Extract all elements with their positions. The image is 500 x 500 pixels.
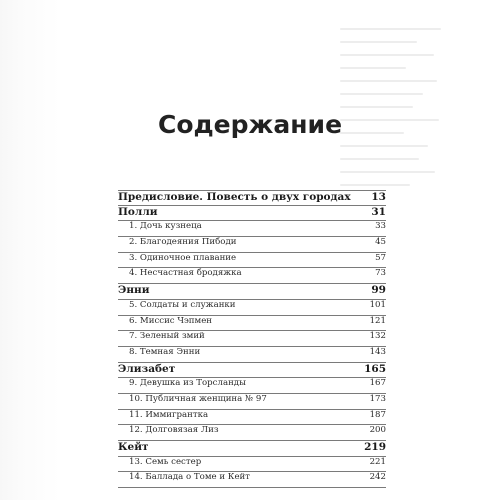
toc-page-number: 33 (375, 221, 386, 232)
toc-row (118, 410, 386, 426)
toc-page-number: 187 (369, 409, 386, 420)
toc-page-number: 99 (371, 284, 386, 297)
page-title: Содержание (157, 110, 343, 139)
toc-entry-title: 9. Девушка из Торсланды (129, 378, 246, 389)
toc-row (118, 472, 386, 488)
toc-row (118, 190, 386, 206)
toc-entry-title: 2. Благодеяния Пибоди (129, 237, 237, 248)
toc-row (118, 457, 386, 473)
toc-page-number: 221 (369, 456, 386, 467)
toc-entry-title: 10. Публичная женщина № 97 (129, 393, 267, 404)
toc-row (118, 363, 386, 379)
toc-page-number: 219 (364, 441, 386, 453)
toc-entry-title: 12. Долговязая Лиз (129, 425, 219, 436)
toc-page-number: 13 (371, 191, 386, 203)
toc-row (118, 394, 386, 410)
toc-row (118, 441, 386, 457)
toc-page-number: 200 (369, 425, 386, 436)
toc-entry-title: 4. Несчастная бродяжка (129, 268, 242, 279)
toc-entry-title: 5. Солдаты и служанки (129, 299, 236, 310)
toc-page-number: 173 (369, 393, 386, 404)
toc-page-number: 132 (369, 331, 386, 342)
toc-row (118, 347, 386, 363)
toc-row (118, 237, 386, 253)
toc-page-number: 242 (369, 472, 386, 483)
toc-page-number: 101 (369, 299, 386, 310)
toc-entry-title: 11. Иммигрантка (129, 409, 209, 420)
toc-page-number: 167 (369, 378, 386, 389)
toc-entry-title: 3. Одиночное плавание (129, 252, 237, 263)
toc-row (118, 268, 386, 284)
toc-entry-title: Кейт (118, 441, 149, 453)
toc-entry-title: Полли (118, 205, 158, 218)
toc-row (118, 316, 386, 332)
toc-entry-title: 1. Дочь кузнеца (129, 221, 202, 232)
toc-entry-title: 14. Баллада о Томе и Кейт (129, 472, 251, 483)
toc-entry-title: 7. Зеленый змий (129, 331, 205, 342)
toc-entry-title: Энни (118, 284, 150, 297)
toc-page-number: 143 (369, 346, 386, 357)
toc-row (118, 284, 386, 300)
toc-page-number: 165 (364, 362, 386, 375)
toc-entry-title: 13. Семь сестер (129, 456, 202, 467)
toc-page-number: 73 (375, 268, 386, 279)
toc-row (118, 206, 386, 222)
toc-entry-title: 6. Миссис Чэпмен (129, 315, 213, 326)
toc-page-number: 57 (375, 252, 386, 263)
toc-row (118, 221, 386, 237)
toc-page-number: 31 (371, 205, 386, 218)
toc-page-number: 121 (369, 315, 386, 326)
toc-row (118, 331, 386, 347)
toc-entry-title: Предисловие. Повесть о двух городах (118, 191, 351, 203)
toc-row (118, 425, 386, 441)
toc-page-number: 45 (375, 237, 386, 248)
toc-entry-title: Элизабет (118, 362, 176, 375)
toc-row (118, 378, 386, 394)
toc-entry-title: 8. Темная Энни (129, 346, 201, 357)
toc-row (118, 300, 386, 316)
toc-row (118, 253, 386, 269)
table-of-contents (118, 190, 386, 488)
